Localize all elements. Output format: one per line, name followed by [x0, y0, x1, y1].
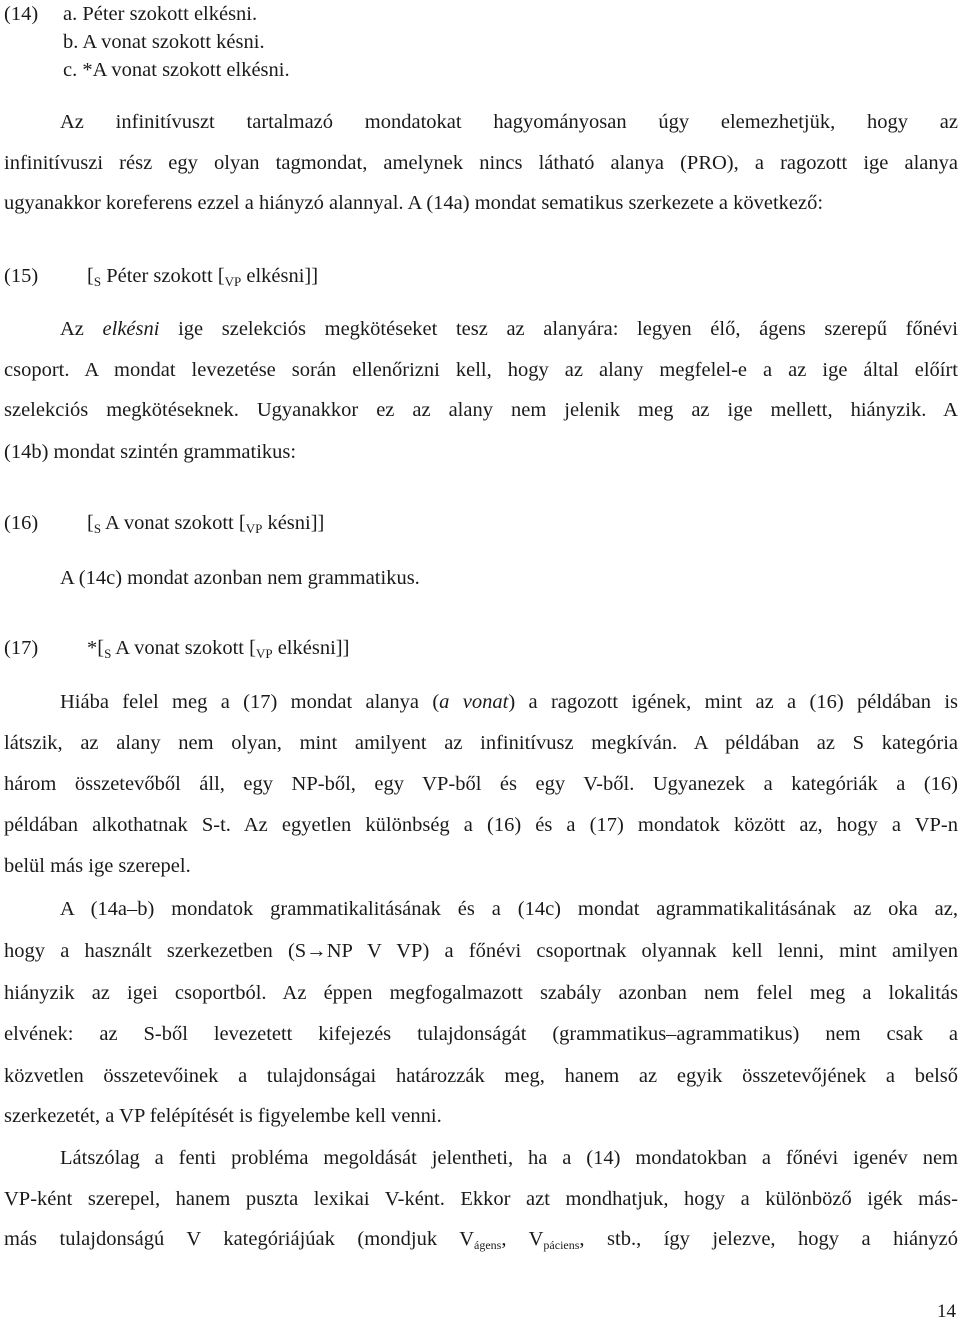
paragraph-1-line-2: infinitívuszi rész egy olyan tagmondat, amelynek nincs látható alanya (PRO), a ragozott ige alanya: [4, 152, 958, 174]
italic-term: elkésni: [102, 318, 160, 340]
text: más tulajdonságú V kategóriájúak (mondjuk V: [4, 1228, 475, 1250]
paragraph-4-line-5: közvetlen összetevőinek a tulajdonságai határozzák meg, hanem az egyik összetevőjének a belső: [4, 1065, 958, 1087]
text: elkésni]]: [272, 637, 350, 659]
example-14c: c. *A vonat szokott elkésni.: [63, 59, 290, 81]
text: késni]]: [262, 512, 325, 534]
text: Hiába felel meg a (17) mondat alanya (: [60, 691, 440, 713]
text: , V: [501, 1228, 544, 1250]
paragraph-4-line-4: elvének: az S-ből levezetett kifejezés tulajdonságát (grammatikus–agrammatikus) nem csak a: [4, 1023, 958, 1045]
bracket: *[: [87, 637, 105, 659]
paragraph-3-line-5: belül más ige szerepel.: [4, 855, 191, 877]
paragraph-3-line-3: három összetevőből áll, egy NP-ből, egy VP-ből és egy V-ből. Ugyanezek a kategóriák a (16): [4, 773, 958, 795]
label-vp: VP: [224, 274, 242, 289]
text: elkésni]]: [241, 265, 319, 287]
paragraph-5-line-1: Látszólag a fenti probléma megoldását jelentheti, ha a (14) mondatokban a főnévi igenév nem: [60, 1147, 958, 1169]
example-number-16: (16): [4, 512, 39, 534]
text: A vonat szokott [: [111, 637, 256, 659]
paragraph-2-line-1: [60, 317, 958, 341]
label-vp: VP: [255, 646, 273, 661]
text: Az: [60, 318, 103, 340]
label-vp: VP: [245, 521, 263, 536]
example-number-14: (14): [4, 3, 39, 25]
paragraph-1-line-3: ugyanakkor koreferens ezzel a hiányzó alannyal. A (14a) mondat sematikus szerkezete a következő:: [4, 192, 824, 214]
example-14a: a. Péter szokott elkésni.: [63, 3, 258, 25]
label-s: S: [93, 521, 102, 536]
text: hogy a használt szerkezetben (S: [4, 940, 307, 962]
bracket: [: [87, 265, 94, 287]
example-number-17: (17): [4, 637, 39, 659]
page-number: 14: [937, 1301, 956, 1322]
italic-term: a vonat: [439, 691, 509, 713]
example-15-structure: [87, 264, 318, 294]
subscript-paciens: páciens: [543, 1238, 580, 1252]
example-16-structure: [87, 511, 324, 541]
text: NP V VP) a főnévi csoportnak olyannak kell lenni, mint amilyen: [326, 940, 958, 962]
label-s: S: [104, 646, 112, 661]
text: A vonat szokott [: [101, 512, 246, 534]
paragraph-2-line-2: csoport. A mondat levezetése során ellenőrizni kell, hogy az alany megfelel-e a az ige által előírt: [4, 359, 958, 381]
label-s: S: [93, 274, 102, 289]
subscript-agens: ágens: [474, 1238, 502, 1252]
paragraph-4-line-2: [4, 939, 958, 963]
paragraph-5-line-3: [4, 1227, 958, 1257]
text: ) a ragozott igének, mint az a (16) példában is: [508, 691, 959, 713]
paragraph-4-line-6: szerkezetét, a VP felépítését is figyelembe kell venni.: [4, 1105, 442, 1127]
example-16-note: A (14c) mondat azonban nem grammatikus.: [60, 567, 420, 589]
text: Péter szokott [: [101, 265, 225, 287]
example-17-structure: [87, 636, 349, 666]
paragraph-4-line-3: hiányzik az igei csoportból. Az éppen megfogalmazott szabály azonban nem felel meg a lokalitás: [4, 982, 958, 1004]
paragraph-3-line-1: [60, 690, 958, 714]
paragraph-2-line-3: szelekciós megkötéseknek. Ugyanakkor ez az alany nem jelenik meg az ige mellett, hiányzik. A: [4, 399, 958, 421]
paragraph-4-line-1: A (14a–b) mondatok grammatikalitásának és a (14c) mondat agrammatikalitásának az oka az,: [60, 898, 958, 920]
right-arrow-icon: →: [306, 940, 327, 962]
paragraph-1-line-1: Az infinitívuszt tartalmazó mondatokat hagyományosan úgy elemezhetjük, hogy az: [60, 111, 958, 133]
paragraph-5-line-2: VP-ként szerepel, hanem puszta lexikai V-ként. Ekkor azt mondhatjuk, hogy a különböző igék más-: [4, 1188, 958, 1210]
paragraph-3-line-4: példában alkothatnak S-t. Az egyetlen különbség a (16) és a (17) mondatok között az, hogy a VP-n: [4, 814, 958, 836]
paragraph-2-line-4: (14b) mondat szintén grammatikus:: [4, 441, 297, 463]
text: ige szelekciós megkötéseket tesz az alanyára: legyen élő, ágens szerepű főnévi: [159, 318, 958, 340]
example-14b: b. A vonat szokott késni.: [63, 31, 265, 53]
bracket: [: [87, 512, 94, 534]
text: , stb., így jelezve, hogy a hiányzó: [579, 1228, 959, 1250]
paragraph-3-line-2: látszik, az alany nem olyan, mint amilyent az infinitívusz megkíván. A példában az S kategória: [4, 732, 958, 754]
example-number-15: (15): [4, 265, 39, 287]
